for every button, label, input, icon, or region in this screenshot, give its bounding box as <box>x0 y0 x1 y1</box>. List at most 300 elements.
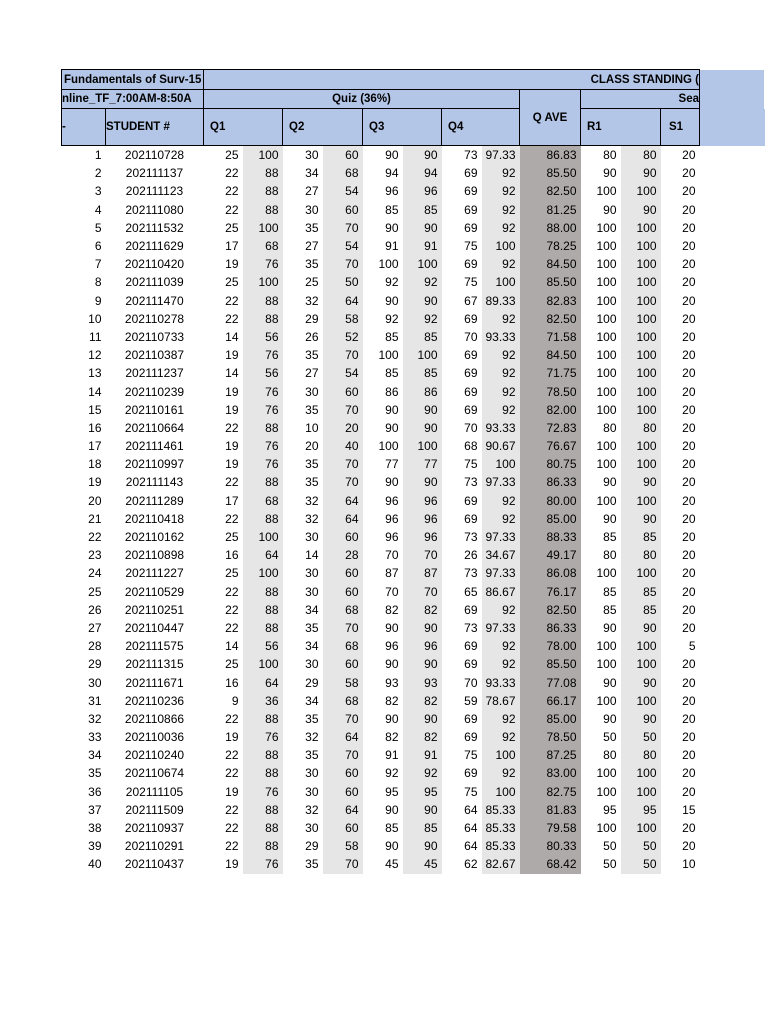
s1-score-cell[interactable]: 20 <box>682 657 696 672</box>
q1-score-cell[interactable]: 22 <box>225 311 239 326</box>
row-number-cell[interactable]: 23 <box>88 548 102 563</box>
q1-percent-cell[interactable]: 88 <box>243 182 283 200</box>
q-ave-cell[interactable]: 85.50 <box>520 164 581 182</box>
r1-percent-cell[interactable]: 100 <box>621 346 661 364</box>
row-number-cell[interactable]: 22 <box>88 530 102 545</box>
student-number-cell[interactable]: 202111509 <box>125 802 184 817</box>
q-ave-cell[interactable]: 71.58 <box>520 328 581 346</box>
q1-percent-cell[interactable]: 88 <box>243 619 283 637</box>
r1-percent-cell[interactable]: 50 <box>621 837 661 855</box>
q-ave-cell[interactable]: 85.00 <box>520 510 581 528</box>
q2-score-cell[interactable]: 32 <box>305 730 319 745</box>
q2-score-cell[interactable]: 30 <box>305 821 319 836</box>
q3-score-cell[interactable]: 91 <box>385 748 399 763</box>
q3-percent-cell[interactable]: 85 <box>403 328 442 346</box>
table-row[interactable] <box>62 510 765 528</box>
q1-score-cell[interactable]: 22 <box>225 748 239 763</box>
q2-score-cell[interactable]: 35 <box>305 402 319 417</box>
q2-score-cell[interactable]: 32 <box>305 493 319 508</box>
q2-percent-cell[interactable]: 64 <box>323 728 363 746</box>
r1-score-cell[interactable]: 100 <box>596 657 617 672</box>
r1-score-cell[interactable]: 90 <box>603 711 617 726</box>
student-number-cell[interactable]: 202110291 <box>124 839 185 854</box>
q3-percent-cell[interactable]: 93 <box>403 673 442 691</box>
table-row[interactable] <box>62 637 765 655</box>
q3-score-cell[interactable]: 90 <box>385 220 399 235</box>
q1-score-cell[interactable]: 22 <box>225 839 239 854</box>
q4-percent-cell[interactable]: 92 <box>482 601 520 619</box>
q1-percent-header[interactable] <box>243 109 283 146</box>
q-ave-cell[interactable]: 78.50 <box>520 382 581 400</box>
q2-score-cell[interactable]: 29 <box>305 839 319 854</box>
q4-percent-cell[interactable]: 100 <box>482 455 520 473</box>
q2-percent-cell[interactable]: 58 <box>323 310 363 328</box>
student-number-cell[interactable]: 202111105 <box>125 784 184 799</box>
student-number-cell[interactable]: 202111315 <box>125 657 184 672</box>
q-ave-cell[interactable]: 86.33 <box>520 619 581 637</box>
q4-score-cell[interactable]: 73 <box>464 620 478 635</box>
table-row[interactable] <box>62 619 765 637</box>
s1-score-cell[interactable]: 20 <box>682 184 696 199</box>
student-number-cell[interactable]: 202111039 <box>125 275 184 290</box>
q-ave-cell[interactable]: 84.50 <box>520 255 581 273</box>
quiz-group-header[interactable]: Quiz (36%) <box>204 90 520 109</box>
q-ave-cell[interactable]: 85.50 <box>520 273 581 291</box>
s1-score-cell[interactable]: 20 <box>682 548 696 563</box>
q3-percent-cell[interactable]: 90 <box>403 401 442 419</box>
r1-percent-cell[interactable]: 100 <box>621 783 661 801</box>
r1-score-cell[interactable]: 80 <box>603 548 617 563</box>
q2-score-cell[interactable]: 30 <box>305 566 319 581</box>
table-row[interactable] <box>62 546 765 564</box>
table-row[interactable] <box>62 310 765 328</box>
student-number-cell[interactable]: 202110529 <box>124 584 185 599</box>
q1-percent-cell[interactable]: 56 <box>243 328 283 346</box>
q2-score-cell[interactable]: 34 <box>305 693 319 708</box>
r1-percent-cell[interactable]: 80 <box>621 146 661 165</box>
student-number-cell[interactable]: 202111532 <box>125 220 184 235</box>
s1-score-cell[interactable]: 20 <box>682 748 696 763</box>
s1-score-cell[interactable]: 20 <box>682 366 696 381</box>
s1-score-cell[interactable]: 15 <box>682 802 696 817</box>
q2-percent-cell[interactable]: 54 <box>323 182 363 200</box>
q4-percent-cell[interactable]: 92 <box>482 310 520 328</box>
r1-percent-cell[interactable]: 100 <box>621 764 661 782</box>
q3-score-cell[interactable]: 90 <box>385 839 399 854</box>
r1-score-cell[interactable]: 85 <box>603 602 617 617</box>
r1-percent-cell[interactable]: 100 <box>621 364 661 382</box>
q1-score-cell[interactable]: 19 <box>225 348 239 363</box>
class-standing-cell[interactable]: CLASS STANDING ( <box>204 70 700 90</box>
q1-score-cell[interactable]: 22 <box>225 511 239 526</box>
q1-score-cell[interactable]: 14 <box>225 639 239 654</box>
table-row[interactable] <box>62 346 765 364</box>
q1-score-cell[interactable]: 16 <box>225 548 239 563</box>
student-number-cell[interactable]: 202110664 <box>124 420 185 435</box>
row-number-cell[interactable]: 36 <box>88 784 102 799</box>
q3-percent-cell[interactable]: 82 <box>403 601 442 619</box>
q2-percent-cell[interactable]: 70 <box>323 710 363 728</box>
index-column-header[interactable]: - <box>62 109 106 146</box>
q3-score-cell[interactable]: 85 <box>385 329 399 344</box>
q2-percent-cell[interactable]: 70 <box>323 401 363 419</box>
row-number-cell[interactable]: 18 <box>88 457 102 472</box>
table-row[interactable] <box>62 601 765 619</box>
course-title-cell[interactable]: 15-Fundamentals of Surv <box>62 70 204 90</box>
q1-percent-cell[interactable]: 76 <box>243 401 283 419</box>
q-ave-cell[interactable]: 82.83 <box>520 292 581 310</box>
student-number-cell[interactable]: 202110997 <box>124 457 185 472</box>
q-ave-cell[interactable]: 84.50 <box>520 346 581 364</box>
q-ave-cell[interactable]: 76.67 <box>520 437 581 455</box>
q2-percent-cell[interactable]: 54 <box>323 364 363 382</box>
s1-score-cell[interactable]: 20 <box>682 584 696 599</box>
q1-percent-cell[interactable]: 88 <box>243 583 283 601</box>
q2-score-cell[interactable]: 20 <box>305 439 319 454</box>
row-number-cell[interactable]: 16 <box>88 420 102 435</box>
q2-percent-cell[interactable]: 70 <box>323 746 363 764</box>
q4-score-cell[interactable]: 69 <box>464 220 478 235</box>
q3-score-cell[interactable]: 85 <box>385 366 399 381</box>
q1-score-cell[interactable]: 22 <box>225 166 239 181</box>
q1-percent-cell[interactable]: 64 <box>243 546 283 564</box>
table-row[interactable] <box>62 801 765 819</box>
s1-score-cell[interactable]: 20 <box>682 239 696 254</box>
q4-percent-cell[interactable]: 92 <box>482 728 520 746</box>
q4-score-cell[interactable]: 69 <box>464 384 478 399</box>
q1-score-cell[interactable]: 22 <box>225 821 239 836</box>
q3-percent-cell[interactable]: 82 <box>403 692 442 710</box>
q1-percent-cell[interactable]: 100 <box>243 655 283 673</box>
q-ave-cell[interactable]: 79.58 <box>520 819 581 837</box>
q1-percent-cell[interactable]: 76 <box>243 437 283 455</box>
q4-percent-cell[interactable]: 92 <box>482 255 520 273</box>
q3-percent-cell[interactable]: 95 <box>403 783 442 801</box>
q4-score-cell[interactable]: 69 <box>464 311 478 326</box>
r1-score-cell[interactable]: 100 <box>596 275 617 290</box>
q2-score-cell[interactable]: 30 <box>305 202 319 217</box>
q1-score-cell[interactable]: 14 <box>225 329 239 344</box>
s1-score-cell[interactable]: 20 <box>682 348 696 363</box>
q4-score-cell[interactable]: 68 <box>464 439 478 454</box>
q4-percent-cell[interactable]: 100 <box>482 237 520 255</box>
s1-score-cell[interactable]: 10 <box>682 857 696 872</box>
s1-score-cell[interactable]: 20 <box>682 620 696 635</box>
q3-score-cell[interactable]: 90 <box>385 711 399 726</box>
r1-percent-cell[interactable]: 100 <box>621 310 661 328</box>
q1-score-cell[interactable]: 19 <box>225 402 239 417</box>
row-number-cell[interactable]: 25 <box>88 584 102 599</box>
q1-score-cell[interactable]: 19 <box>225 730 239 745</box>
q3-score-cell[interactable]: 87 <box>385 566 399 581</box>
row-number-cell[interactable]: 33 <box>88 730 102 745</box>
r1-percent-cell[interactable]: 100 <box>621 455 661 473</box>
table-row[interactable] <box>62 837 765 855</box>
q2-percent-cell[interactable]: 70 <box>323 455 363 473</box>
q-ave-cell[interactable]: 68.42 <box>520 855 581 873</box>
q2-score-cell[interactable]: 27 <box>305 184 319 199</box>
q1-percent-cell[interactable]: 100 <box>243 273 283 291</box>
r1-percent-cell[interactable]: 100 <box>621 492 661 510</box>
r1-percent-cell[interactable]: 100 <box>621 219 661 237</box>
row-number-cell[interactable]: 9 <box>94 293 102 308</box>
r1-percent-cell[interactable]: 100 <box>621 382 661 400</box>
row-number-cell[interactable]: 12 <box>88 348 102 363</box>
q4-percent-cell[interactable]: 92 <box>482 201 520 219</box>
r1-score-cell[interactable]: 85 <box>603 530 617 545</box>
q4-score-cell[interactable]: 26 <box>464 548 478 563</box>
student-number-cell[interactable]: 202110728 <box>124 148 185 163</box>
section-cell[interactable]: nline_TF_7:00AM-8:50A <box>62 90 204 109</box>
q1-score-cell[interactable]: 25 <box>225 566 239 581</box>
q4-score-cell[interactable]: 73 <box>464 148 478 163</box>
q4-score-cell[interactable]: 69 <box>464 602 478 617</box>
row-number-cell[interactable]: 27 <box>88 620 102 635</box>
r1-percent-cell[interactable]: 85 <box>621 528 661 546</box>
r1-score-cell[interactable]: 50 <box>603 839 617 854</box>
q2-percent-cell[interactable]: 64 <box>323 510 363 528</box>
q1-percent-cell[interactable]: 88 <box>243 764 283 782</box>
r1-percent-cell[interactable]: 100 <box>621 182 661 200</box>
table-row[interactable] <box>62 328 765 346</box>
q3-score-cell[interactable]: 90 <box>385 402 399 417</box>
r1-percent-cell[interactable]: 100 <box>621 237 661 255</box>
table-row[interactable] <box>62 364 765 382</box>
q1-percent-cell[interactable]: 36 <box>243 692 283 710</box>
q2-percent-cell[interactable]: 64 <box>323 292 363 310</box>
q3-score-cell[interactable]: 96 <box>385 511 399 526</box>
table-row[interactable] <box>62 164 765 182</box>
q1-score-cell[interactable]: 22 <box>225 202 239 217</box>
q3-percent-cell[interactable]: 100 <box>403 255 442 273</box>
row-number-cell[interactable]: 38 <box>88 821 102 836</box>
r1-score-cell[interactable]: 100 <box>596 293 617 308</box>
q-ave-cell[interactable]: 86.08 <box>520 564 581 582</box>
table-row[interactable] <box>62 583 765 601</box>
q4-score-cell[interactable]: 75 <box>464 784 478 799</box>
q2-score-cell[interactable]: 30 <box>305 584 319 599</box>
q2-percent-cell[interactable]: 40 <box>323 437 363 455</box>
q-ave-cell[interactable]: 82.75 <box>520 783 581 801</box>
q1-percent-cell[interactable]: 76 <box>243 455 283 473</box>
table-row[interactable] <box>62 292 765 310</box>
q-ave-cell[interactable]: 66.17 <box>520 692 581 710</box>
q3-percent-cell[interactable]: 90 <box>403 219 442 237</box>
student-number-cell[interactable]: 202110437 <box>124 857 185 872</box>
table-row[interactable] <box>62 419 765 437</box>
s1-score-cell[interactable]: 20 <box>682 275 696 290</box>
s1-score-cell[interactable]: 20 <box>682 257 696 272</box>
r1-percent-cell[interactable]: 100 <box>621 819 661 837</box>
q3-score-cell[interactable]: 90 <box>385 657 399 672</box>
q4-score-cell[interactable]: 62 <box>464 857 478 872</box>
q4-percent-cell[interactable]: 89.33 <box>482 292 520 310</box>
q1-percent-cell[interactable]: 76 <box>243 382 283 400</box>
q2-score-cell[interactable]: 30 <box>305 384 319 399</box>
q4-percent-cell[interactable]: 86.67 <box>482 583 520 601</box>
q4-percent-cell[interactable]: 92 <box>482 764 520 782</box>
row-number-cell[interactable]: 8 <box>94 275 102 290</box>
q4-score-cell[interactable]: 73 <box>464 475 478 490</box>
q-ave-cell[interactable]: 80.33 <box>520 837 581 855</box>
student-number-cell[interactable]: 202111123 <box>125 184 184 199</box>
q3-score-cell[interactable]: 100 <box>378 439 399 454</box>
q4-score-cell[interactable]: 70 <box>464 675 478 690</box>
q2-score-cell[interactable]: 35 <box>305 748 319 763</box>
row-number-cell[interactable]: 15 <box>88 402 102 417</box>
q1-score-cell[interactable]: 22 <box>225 184 239 199</box>
r1-score-cell[interactable]: 90 <box>603 620 617 635</box>
q2-score-cell[interactable]: 35 <box>305 457 319 472</box>
q2-score-cell[interactable]: 34 <box>305 602 319 617</box>
q2-score-cell[interactable]: 30 <box>305 784 319 799</box>
q4-score-cell[interactable]: 69 <box>464 184 478 199</box>
q1-percent-cell[interactable]: 88 <box>243 310 283 328</box>
q3-percent-cell[interactable]: 77 <box>403 455 442 473</box>
r1-percent-cell[interactable]: 80 <box>621 419 661 437</box>
q3-score-cell[interactable]: 86 <box>385 384 399 399</box>
r1-score-cell[interactable]: 100 <box>596 220 617 235</box>
q1-score-cell[interactable]: 22 <box>225 293 239 308</box>
student-number-cell[interactable]: 202110418 <box>124 511 185 526</box>
table-row[interactable] <box>62 237 765 255</box>
student-number-cell[interactable]: 202111143 <box>125 475 184 490</box>
q4-percent-cell[interactable]: 85.33 <box>482 837 520 855</box>
q4-percent-cell[interactable]: 97.33 <box>482 564 520 582</box>
q4-score-cell[interactable]: 69 <box>464 493 478 508</box>
student-number-cell[interactable]: 202110420 <box>124 257 185 272</box>
q4-score-cell[interactable]: 69 <box>464 711 478 726</box>
row-number-cell[interactable]: 40 <box>88 857 102 872</box>
table-row[interactable] <box>62 764 765 782</box>
student-number-cell[interactable]: 202110036 <box>124 730 185 745</box>
q4-score-cell[interactable]: 69 <box>464 657 478 672</box>
s1-score-cell[interactable]: 20 <box>682 566 696 581</box>
student-number-cell[interactable]: 202110674 <box>124 766 185 781</box>
r1-percent-cell[interactable]: 100 <box>621 255 661 273</box>
q4-score-cell[interactable]: 69 <box>464 366 478 381</box>
q3-percent-cell[interactable]: 91 <box>403 746 442 764</box>
table-row[interactable] <box>62 255 765 273</box>
q4-percent-header[interactable] <box>482 109 520 146</box>
q2-score-cell[interactable]: 29 <box>305 675 319 690</box>
table-row[interactable] <box>62 473 765 491</box>
q4-percent-cell[interactable]: 93.33 <box>482 328 520 346</box>
r1-score-cell[interactable]: 100 <box>596 348 617 363</box>
row-number-cell[interactable]: 10 <box>88 311 102 326</box>
s1-score-cell[interactable]: 20 <box>682 166 696 181</box>
q3-percent-cell[interactable]: 70 <box>403 583 442 601</box>
q4-column-header[interactable]: Q4 <box>442 109 482 146</box>
s1-score-cell[interactable]: 20 <box>682 148 696 163</box>
row-number-cell[interactable]: 3 <box>94 184 102 199</box>
s1-score-cell[interactable]: 20 <box>682 730 696 745</box>
q4-percent-cell[interactable]: 97.33 <box>482 528 520 546</box>
student-number-cell[interactable]: 202110236 <box>124 693 185 708</box>
s1-score-cell[interactable]: 5 <box>688 639 696 654</box>
table-row[interactable] <box>62 564 765 582</box>
q2-percent-cell[interactable]: 60 <box>323 655 363 673</box>
q4-score-cell[interactable]: 73 <box>464 566 478 581</box>
q3-percent-cell[interactable]: 90 <box>403 710 442 728</box>
q1-score-cell[interactable]: 19 <box>225 257 239 272</box>
q3-percent-cell[interactable]: 100 <box>403 346 442 364</box>
q2-percent-cell[interactable]: 60 <box>323 528 363 546</box>
q1-percent-cell[interactable]: 76 <box>243 855 283 873</box>
q-ave-cell[interactable]: 80.75 <box>520 455 581 473</box>
s1-score-cell[interactable]: 20 <box>682 675 696 690</box>
row-number-cell[interactable]: 14 <box>88 384 102 399</box>
table-row[interactable] <box>62 710 765 728</box>
student-number-cell[interactable]: 202110387 <box>124 348 185 363</box>
q3-score-cell[interactable]: 91 <box>385 239 399 254</box>
r1-percent-cell[interactable]: 100 <box>621 692 661 710</box>
q3-percent-cell[interactable]: 92 <box>403 310 442 328</box>
student-number-cell[interactable]: 202111575 <box>125 639 184 654</box>
q3-score-cell[interactable]: 100 <box>378 348 399 363</box>
q3-percent-cell[interactable]: 90 <box>403 419 442 437</box>
q3-percent-cell[interactable]: 94 <box>403 164 442 182</box>
q1-percent-cell[interactable]: 76 <box>243 255 283 273</box>
r1-score-cell[interactable]: 100 <box>596 693 617 708</box>
q3-score-cell[interactable]: 94 <box>385 166 399 181</box>
q2-percent-cell[interactable]: 60 <box>323 583 363 601</box>
q2-column-header[interactable]: Q2 <box>283 109 323 146</box>
r1-score-cell[interactable]: 100 <box>596 239 617 254</box>
r1-score-cell[interactable]: 90 <box>603 202 617 217</box>
s1-column-header[interactable]: S1 <box>661 109 700 146</box>
table-row[interactable] <box>62 273 765 291</box>
q2-percent-cell[interactable]: 70 <box>323 855 363 873</box>
q1-percent-cell[interactable]: 100 <box>243 146 283 165</box>
r1-percent-cell[interactable]: 100 <box>621 437 661 455</box>
r1-percent-cell[interactable]: 90 <box>621 510 661 528</box>
q4-score-cell[interactable]: 69 <box>464 511 478 526</box>
row-number-cell[interactable]: 37 <box>88 802 102 817</box>
q1-percent-cell[interactable]: 100 <box>243 528 283 546</box>
r1-percent-cell[interactable]: 100 <box>621 564 661 582</box>
q4-score-cell[interactable]: 69 <box>464 166 478 181</box>
s1-score-cell[interactable]: 20 <box>682 602 696 617</box>
q1-column-header[interactable]: Q1 <box>204 109 243 146</box>
q3-score-cell[interactable]: 100 <box>378 257 399 272</box>
q1-percent-cell[interactable]: 88 <box>243 292 283 310</box>
q2-percent-cell[interactable]: 50 <box>323 273 363 291</box>
q1-score-cell[interactable]: 22 <box>225 766 239 781</box>
q-ave-cell[interactable]: 82.00 <box>520 401 581 419</box>
q4-score-cell[interactable]: 69 <box>464 402 478 417</box>
q4-percent-cell[interactable]: 85.33 <box>482 819 520 837</box>
q2-percent-cell[interactable]: 70 <box>323 255 363 273</box>
row-number-cell[interactable]: 26 <box>88 602 102 617</box>
r1-percent-cell[interactable]: 100 <box>621 273 661 291</box>
q2-percent-cell[interactable]: 60 <box>323 819 363 837</box>
q3-percent-cell[interactable]: 85 <box>403 819 442 837</box>
student-number-cell[interactable]: 202110240 <box>124 748 185 763</box>
r1-score-cell[interactable]: 100 <box>596 366 617 381</box>
s1-score-cell[interactable]: 20 <box>682 821 696 836</box>
q3-percent-cell[interactable]: 86 <box>403 382 442 400</box>
q2-percent-cell[interactable]: 64 <box>323 801 363 819</box>
q4-percent-cell[interactable]: 97.33 <box>482 619 520 637</box>
s1-score-cell[interactable]: 20 <box>682 311 696 326</box>
q1-score-cell[interactable]: 9 <box>231 693 239 708</box>
r1-score-cell[interactable]: 100 <box>596 439 617 454</box>
q-ave-cell[interactable]: 86.33 <box>520 473 581 491</box>
student-number-cell[interactable]: 202110937 <box>124 821 185 836</box>
q2-score-cell[interactable]: 35 <box>305 257 319 272</box>
q-ave-cell[interactable]: 88.00 <box>520 219 581 237</box>
